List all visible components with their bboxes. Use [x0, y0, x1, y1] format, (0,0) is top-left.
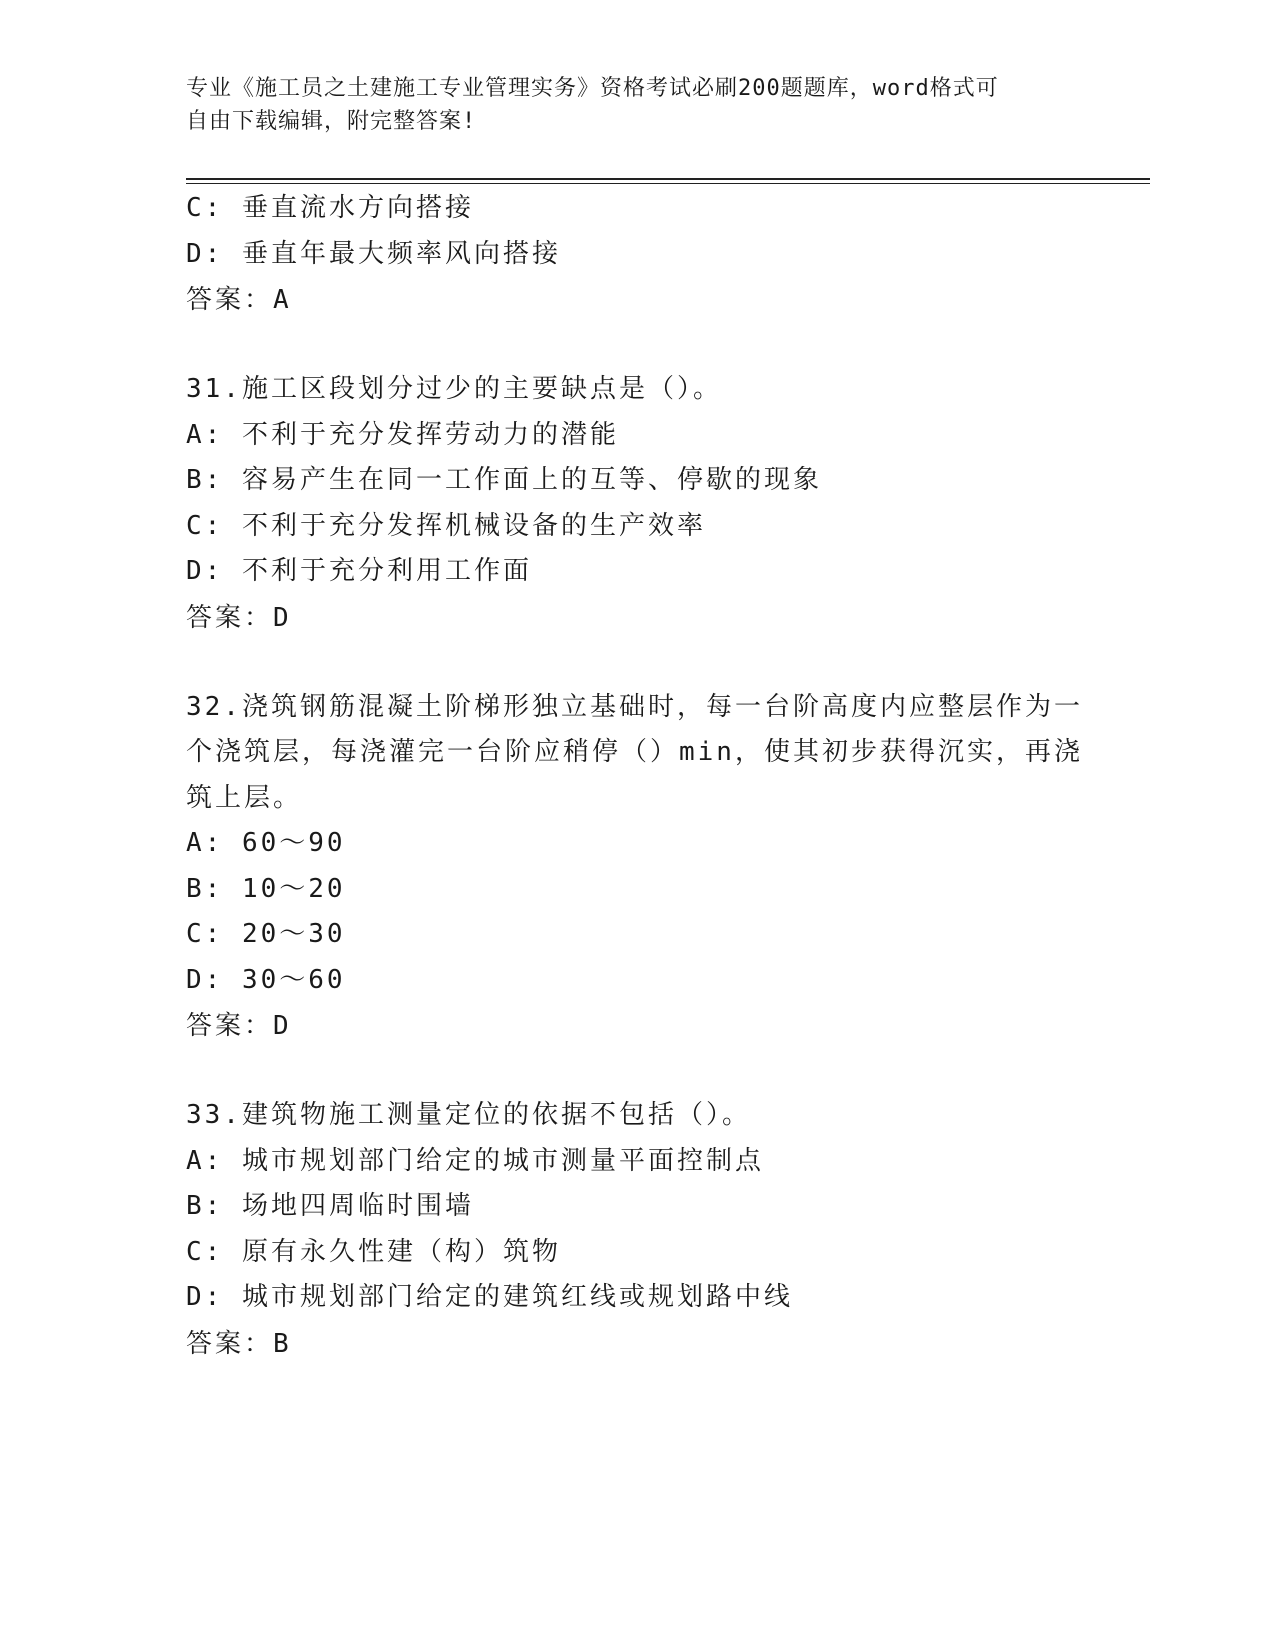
answer-line: 答案：A [186, 285, 292, 315]
question-block-32 [186, 685, 1086, 1050]
question-stem-line-2: 个浇筑层，每浇灌完一台阶应稍停（）min，使其初步获得沉实，再浇 [186, 737, 1083, 767]
header-line-2: 自由下载编辑，附完整答案! [186, 109, 477, 134]
option-b: B: 10～20 [186, 873, 346, 904]
option-c: C: 原有永久性建（构）筑物 [186, 1236, 561, 1267]
document-header [186, 72, 1066, 138]
header-rule-thick [186, 178, 1150, 180]
option-d: D: 30～60 [186, 964, 346, 995]
option-a: A: 60～90 [186, 828, 346, 858]
question-block-33 [186, 1093, 1086, 1367]
question-block-31 [186, 367, 1086, 641]
answer-line: 答案：D [186, 1011, 292, 1041]
option-d: D: 垂直年最大频率风向搭接 [186, 238, 561, 269]
option-d: D: 不利于充分利用工作面 [186, 556, 532, 586]
header-line-1: 专业《施工员之土建施工专业管理实务》资格考试必刷200题题库，word格式可 [186, 76, 999, 101]
question-stem: 31.施工区段划分过少的主要缺点是（）。 [186, 374, 722, 404]
question-stem: 33.建筑物施工测量定位的依据不包括（）。 [186, 1100, 751, 1130]
option-a: A: 不利于充分发挥劳动力的潜能 [186, 419, 619, 450]
question-stem-line-1: 32.浇筑钢筋混凝土阶梯形独立基础时，每一台阶高度内应整层作为一 [186, 691, 1083, 722]
question-block-prev [186, 186, 1086, 323]
option-a: A: 城市规划部门给定的城市测量平面控制点 [186, 1145, 764, 1176]
option-c: C: 20～30 [186, 919, 346, 949]
question-stem-line-3: 筑上层。 [186, 782, 303, 813]
option-b: B: 容易产生在同一工作面上的互等、停歇的现象 [186, 465, 822, 495]
option-c: C: 不利于充分发挥机械设备的生产效率 [186, 510, 706, 541]
header-rule-thin [186, 183, 1150, 184]
option-d: D: 城市规划部门给定的建筑红线或规划路中线 [186, 1282, 793, 1312]
question-list [186, 186, 1086, 1367]
answer-line: 答案：D [186, 602, 292, 633]
option-b: B: 场地四周临时围墙 [186, 1191, 474, 1221]
option-c: C: 垂直流水方向搭接 [186, 193, 474, 223]
answer-line: 答案：B [186, 1328, 292, 1359]
